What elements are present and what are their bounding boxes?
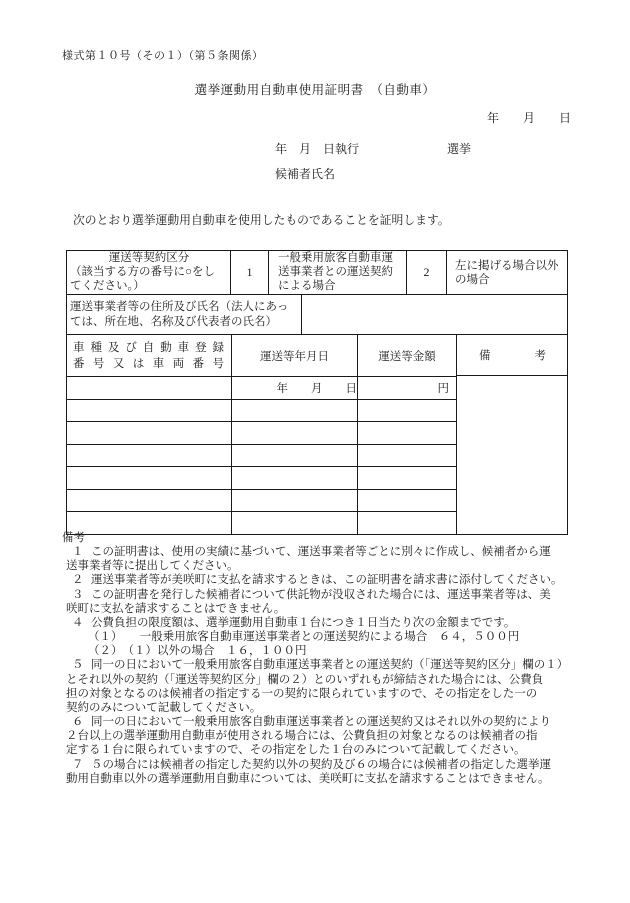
note-line: とそれ以外の契約（「運送等契約区分」欄の２）とのいずれもが締結された場合には、公費負 [66,673,544,686]
note-number: ６ [72,716,84,729]
vehicle-cell [67,467,231,489]
date-column-header: 運送等年月日 [231,335,357,376]
table-row-empty [67,466,456,489]
contract-option-1-text [268,251,406,294]
remarks-merged-cell [457,376,567,534]
remarks-header-text: 備 考 [479,350,546,362]
operator-address-label-line1: 運送事業者等の住所及び氏名（法人にあっ [70,301,289,313]
note-item: ２ 運送事業者等が美咲町に支払を請求するときは、この証明書を請求書に添付してください。 [72,574,563,587]
contract-option-1-line2: 送事業者との運送契約 [278,265,393,278]
amount-cell [357,467,456,489]
date-cell [231,467,357,489]
contract-type-label-line3: てください。） [70,279,145,292]
contract-option-2-number: 2 [406,251,446,294]
vehicle-header-line1: 車 種 及 び 自 動 車 登 録 [73,342,224,354]
note-item: ５ 同一の日において一般乗用旅客自動車運送事業者との運送契約（「運送等契約区分」欄の１） とそれ以外の契約（「運送等契約区分」欄の２）とのいずれもが締結された場合には、公費負 担の対象となるのは候補者の指定する一の契約に限られていますので、その指定をした一の 契約のみについて記載してください。 [62,658,577,715]
note-number: ２ [72,574,84,587]
table-row-empty [67,421,456,444]
form-number: 様式第１０号（その１）（第５条関係） [62,50,264,62]
contract-option-1-line1: 一般乗用旅客自動車運 [278,252,393,264]
amount-placeholder-cell: 円 [357,377,456,399]
notes-section [62,531,577,786]
note-line: 送事業者等に提出してください。 [66,560,239,573]
date-cell [231,400,357,422]
notes-list [62,545,577,786]
date-cell [231,490,357,512]
note-line: ２台以上の選挙運動用自動車が使用される場合には、公費負担の対象となるのは候補者の指 [66,730,538,743]
note-number: ４ [72,616,84,629]
candidate-name-label: 候補者氏名 [275,167,336,181]
note-item: ３ この証明書を発行した候補者について供託物が没収された場合には、運送事業者等は、美 咲町に支払を請求することはできません。 [62,588,577,616]
detail-header-row [67,335,456,376]
notes-label: 備考 [62,532,85,544]
vehicle-cell [67,445,231,467]
note-line: （２） （１）以外の場合 １６，１００円 [88,645,307,658]
note-number: ５ [72,659,84,672]
operator-address-label-line2: ては、所在地、名称及び代表者の氏名） [70,316,277,328]
contract-option-1-number: 1 [230,251,268,294]
date-cell [231,422,357,444]
vehicle-cell [67,490,231,512]
usage-detail-left [67,335,456,534]
contract-option-2-text [446,251,567,294]
operator-address-row [67,294,567,334]
table-row-empty [67,399,456,422]
contract-type-row [67,251,567,294]
vehicle-cell [67,422,231,444]
certification-sentence: 次のとおり選挙運動用自動車を使用したものであることを証明します。 [73,213,450,227]
election-date-prefix: 年 月 日執行 [275,142,360,156]
note-item: ６ 同一の日において一般乗用旅客自動車運送事業者との運送契約又はそれ以外の契約により ２台以上の選挙運動用自動車が使用される場合には、公費負担の対象となるのは候補者の指 定する１台に限られていますので、その指定をした１台のみについて記載してください。 [62,715,577,757]
page-title: 選挙運動用自動車使用証明書 （自動車） [194,83,436,97]
usage-detail-section [67,334,567,534]
note-number: ３ [72,588,84,601]
vehicle-column-header [67,335,231,376]
note-line: 担の対象となるのは候補者の指定する一の契約に限られていますので、その指定をした一の [66,687,538,700]
note-line: 動用自動車以外の選挙運動用自動車については、美咲町に支払を請求することはできません。 [66,772,550,785]
contract-type-label-cell [67,251,230,294]
remarks-column-header [457,335,567,376]
election-name-suffix: 選挙 [447,142,472,156]
amount-cell [357,400,456,422]
amount-cell [357,422,456,444]
date-cell [231,445,357,467]
amount-column-header: 運送等金額 [357,335,456,376]
amount-cell [357,445,456,467]
note-item: ４ 公費負担の限度額は、選挙運動用自動車１台につき１日当たり次の金額までです。 （１） 一般乗用旅客自動車運送事業者との運送契約による場合 ６４，５００円 （２） （１）以外の場合 １６，１００円 [62,616,577,658]
vehicle-cell [67,400,231,422]
contract-type-label-line2: （該当する方の番号に○をし [70,265,215,278]
vehicle-cell [67,377,231,399]
election-date-line [275,140,471,157]
note-number: １ [72,546,84,559]
vehicle-header-line2: 番 号 又 は 車 両 番 号 [73,358,224,370]
operator-address-label-cell [67,295,301,334]
note-line: （１） 一般乗用旅客自動車運送事業者との運送契約による場合 ６４，５００円 [88,631,520,644]
operator-address-value-cell [301,295,567,334]
table-row-empty [67,489,456,512]
contract-option-2-line2: の場合 [455,273,490,286]
remarks-column [456,335,567,534]
contract-type-label-line1: 運送等契約区分 [108,252,190,264]
amount-cell [357,490,456,512]
note-line: 咲町に支払を請求することはできません。 [66,602,286,615]
note-item: １ この証明書は、使用の実績に基づいて、運送事業者等ごとに別々に作成し、候補者から運 送事業者等に提出してください。 [62,545,577,573]
note-number: ７ [72,758,84,771]
date-placeholder-cell: 年 月 日 [231,377,357,399]
usage-table [66,250,568,535]
contract-option-1-line3: による場合 [278,279,336,292]
contract-option-2-line1: 左に掲げる場合以外 [455,259,559,272]
note-item: ７ ５の場合には候補者の指定した契約以外の契約及び６の場合には候補者の指定した選挙運 動用自動車以外の選挙運動用自動車については、美咲町に支払を請求することはできません。 [62,758,577,786]
table-row-empty [67,444,456,467]
table-row-placeholder [67,376,456,399]
issue-date-line: 年 月 日 [486,111,571,125]
note-line: 契約のみについて記載してください。 [66,701,262,714]
note-line: 定する１台に限られていますので、その指定をした１台のみについて記載してください。 [66,744,526,757]
